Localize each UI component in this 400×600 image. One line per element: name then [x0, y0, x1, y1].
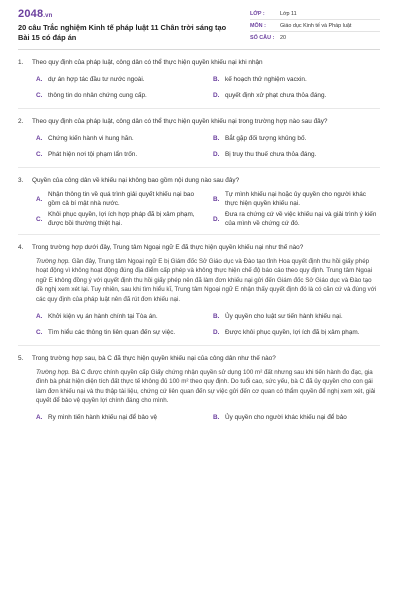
- question-text: Theo quy định của pháp luật, công dân có thể thực hiện quyền khiếu nại khi nhận: [32, 59, 263, 66]
- meta-value: Giáo dục Kinh tế và Pháp luật: [280, 23, 352, 29]
- logo-text: 2048: [18, 8, 44, 20]
- question-number: 1.: [18, 59, 24, 66]
- question-text: Theo quy định của pháp luật, công dân có thể thực hiện quyền khiếu nại trong trường hợp nào sau đây?: [32, 118, 328, 125]
- option-b[interactable]: [213, 190, 380, 208]
- question-divider: [18, 234, 380, 235]
- option-c[interactable]: [36, 210, 203, 228]
- option-letter: D.: [213, 150, 220, 158]
- option-a[interactable]: [36, 131, 203, 145]
- option-text: thông tin do nhân chứng cung cấp.: [48, 91, 147, 99]
- option-text: Đưa ra chứng cứ về việc khiếu nại và giải trình ý kiến của mình về chứng cứ đó.: [225, 211, 377, 227]
- option-text: Chứng kiến hành vi hung hăn.: [48, 134, 134, 142]
- option-letter: B.: [213, 134, 220, 142]
- option-text: Được khôi phục quyền, lợi ích đã bị xâm phạm.: [225, 328, 360, 336]
- question-number: 5.: [18, 355, 24, 363]
- question-5: [18, 354, 380, 427]
- option-letter: B.: [213, 195, 220, 203]
- option-letter: A.: [36, 312, 43, 320]
- option-letter: A.: [36, 75, 43, 83]
- option-letter: D.: [213, 91, 220, 99]
- meta-row-count: [250, 32, 380, 43]
- option-text: dự án hợp tác đầu tư nước ngoài.: [48, 75, 145, 83]
- option-letter: B.: [213, 75, 220, 83]
- meta-label: LỚP :: [250, 11, 265, 17]
- question-stem: [18, 58, 380, 67]
- case-passage: [36, 368, 380, 406]
- header-left: [18, 8, 238, 43]
- option-b[interactable]: [213, 411, 380, 425]
- question-stem: [18, 117, 380, 126]
- passage-text: Bà C được chính quyền cấp Giấy chứng nhận quyền sử dụng 100 m² đất nhưng sau khi tiến hành đo đạc, gia đình bà phát hiện diện tích đất thực tế không đủ 100 m² theo quy định. Do tuổi cao, sức yếu, bà C đã ủy quyền cho con gái làm đơn khiếu nại và thu thập tài liệu, chứng cứ liên quan đến sự việc gửi đến cơ quan có thẩm quyền để nghị xem xét, giải quyết để bảo vệ quyền lợi chính đáng cho mình.: [36, 369, 376, 405]
- question-divider: [18, 345, 380, 346]
- option-letter: A.: [36, 414, 43, 422]
- option-letter: C.: [36, 215, 43, 223]
- option-text: Bắt gặp đối tượng khủng bố.: [225, 134, 307, 142]
- option-d[interactable]: [213, 88, 380, 102]
- answer-options: [36, 411, 380, 427]
- option-b[interactable]: [213, 309, 380, 323]
- question-text: Trong trường hợp dưới đây, Trung tâm Ngoại ngữ E đã thực hiện quyền khiếu nại như thế nào?: [32, 244, 304, 251]
- question-stem: [18, 354, 380, 363]
- option-d[interactable]: [213, 210, 380, 228]
- option-text: Phát hiện nơi tội phạm lẩn trốn.: [48, 150, 138, 158]
- answer-options: [36, 309, 380, 341]
- option-a[interactable]: [36, 190, 203, 208]
- document-header: [18, 8, 380, 50]
- option-text: Khôi phục quyền, lợi ích hợp pháp đã bị xâm phạm, được bồi thường thiệt hại.: [48, 211, 195, 227]
- option-text: kế hoạch thử nghiệm vacxin.: [225, 75, 307, 83]
- option-text: Bị truy thu thuế chưa thỏa đáng.: [225, 150, 317, 158]
- question-3: [18, 176, 380, 235]
- meta-row-subject: [250, 20, 380, 32]
- passage-text: Gần đây, Trung tâm Ngoại ngữ E bị Giám đốc Sở Giáo dục và Đào tạo tỉnh Hoa quyết định thu hồi giấy phép hoạt động vì không hoạt động đúng địa điểm cấp phép và không thực hiện chế độ báo cáo theo quy định. Trung tâm Ngoại ngữ E không đồng ý với quyết định thu hồi giấy phép nên đã làm đơn khiếu nại gửi đến Giám đốc Sở Giáo dục và Đào tạo đề nghị xem xét lại. Tuy nhiên, sau khi tìm hiểu kĩ, Trung tâm Ngoại ngữ E nhận thấy quyết định đó là có căn cứ và đúng với các quy định của pháp luật nên đã rút đơn khiếu nại.: [36, 258, 377, 303]
- option-c[interactable]: [36, 147, 203, 161]
- option-letter: D.: [213, 215, 220, 223]
- answer-options: [36, 72, 380, 104]
- question-2: [18, 117, 380, 168]
- question-stem: [18, 243, 380, 252]
- option-d[interactable]: [213, 147, 380, 161]
- option-text: Ry mình tiến hành khiếu nại để bảo vệ: [48, 414, 158, 422]
- option-b[interactable]: [213, 131, 380, 145]
- option-text: Ủy quyền cho người khác khiếu nại để bảo: [225, 414, 347, 422]
- passage-lead: Trường hợp.: [36, 369, 70, 377]
- meta-value: Lớp 11: [280, 11, 297, 17]
- document-title: 20 câu Trắc nghiệm Kinh tế pháp luật 11 Chân trời sáng tạo Bài 15 có đáp án: [18, 23, 227, 42]
- option-text: Khởi kiện vụ án hành chính tại Tòa án.: [48, 312, 158, 320]
- option-a[interactable]: [36, 411, 203, 425]
- case-passage: [36, 257, 380, 304]
- meta-row-class: [250, 8, 380, 20]
- option-letter: B.: [213, 312, 220, 320]
- option-letter: C.: [36, 91, 43, 99]
- answer-options: [36, 131, 380, 163]
- option-text: Tự mình khiếu nại hoặc ủy quyền cho người khác thực hiện quyền khiếu nại.: [225, 191, 366, 207]
- option-c[interactable]: [36, 88, 203, 102]
- question-text: Quyền của công dân về khiếu nại không bao gồm nội dung nào sau đây?: [32, 177, 240, 184]
- answer-options: [36, 190, 380, 230]
- passage-lead: Trường hợp.: [36, 258, 70, 265]
- meta-value: 20: [280, 35, 286, 41]
- option-a[interactable]: [36, 72, 203, 86]
- question-number: 3.: [18, 177, 24, 184]
- question-number: 2.: [18, 118, 24, 125]
- meta-label: MÔN :: [250, 23, 266, 29]
- document-meta: [250, 8, 380, 43]
- site-logo[interactable]: [18, 8, 238, 20]
- question-divider: [18, 167, 380, 168]
- option-letter: B.: [213, 414, 220, 422]
- question-number: 4.: [18, 244, 24, 251]
- question-1: [18, 58, 380, 109]
- question-stem: [18, 176, 380, 185]
- option-text: Ủy quyền cho luật sư tiến hành khiếu nại.: [225, 312, 343, 320]
- option-letter: A.: [36, 134, 43, 142]
- option-c[interactable]: [36, 325, 203, 339]
- option-d[interactable]: [213, 325, 380, 339]
- question-text: Trong trường hợp sau, bà C đã thực hiện quyền khiếu nại của công dân như thế nào?: [32, 355, 276, 363]
- option-text: quyết định xử phạt chưa thỏa đáng.: [225, 91, 327, 99]
- option-letter: A.: [36, 195, 43, 203]
- option-text: Tìm hiểu các thông tin liên quan đến sự việc.: [48, 328, 176, 336]
- option-letter: C.: [36, 150, 43, 158]
- meta-label: SỐ CÂU :: [250, 35, 275, 41]
- option-b[interactable]: [213, 72, 380, 86]
- logo-suffix: .vn: [43, 13, 53, 19]
- option-letter: C.: [36, 328, 43, 336]
- option-text: Nhận thông tin về quá trình giải quyết khiếu nại bao gồm cả bí mật nhà nước.: [48, 191, 195, 207]
- option-letter: D.: [213, 328, 220, 336]
- question-divider: [18, 108, 380, 109]
- question-4: [18, 243, 380, 346]
- option-a[interactable]: [36, 309, 203, 323]
